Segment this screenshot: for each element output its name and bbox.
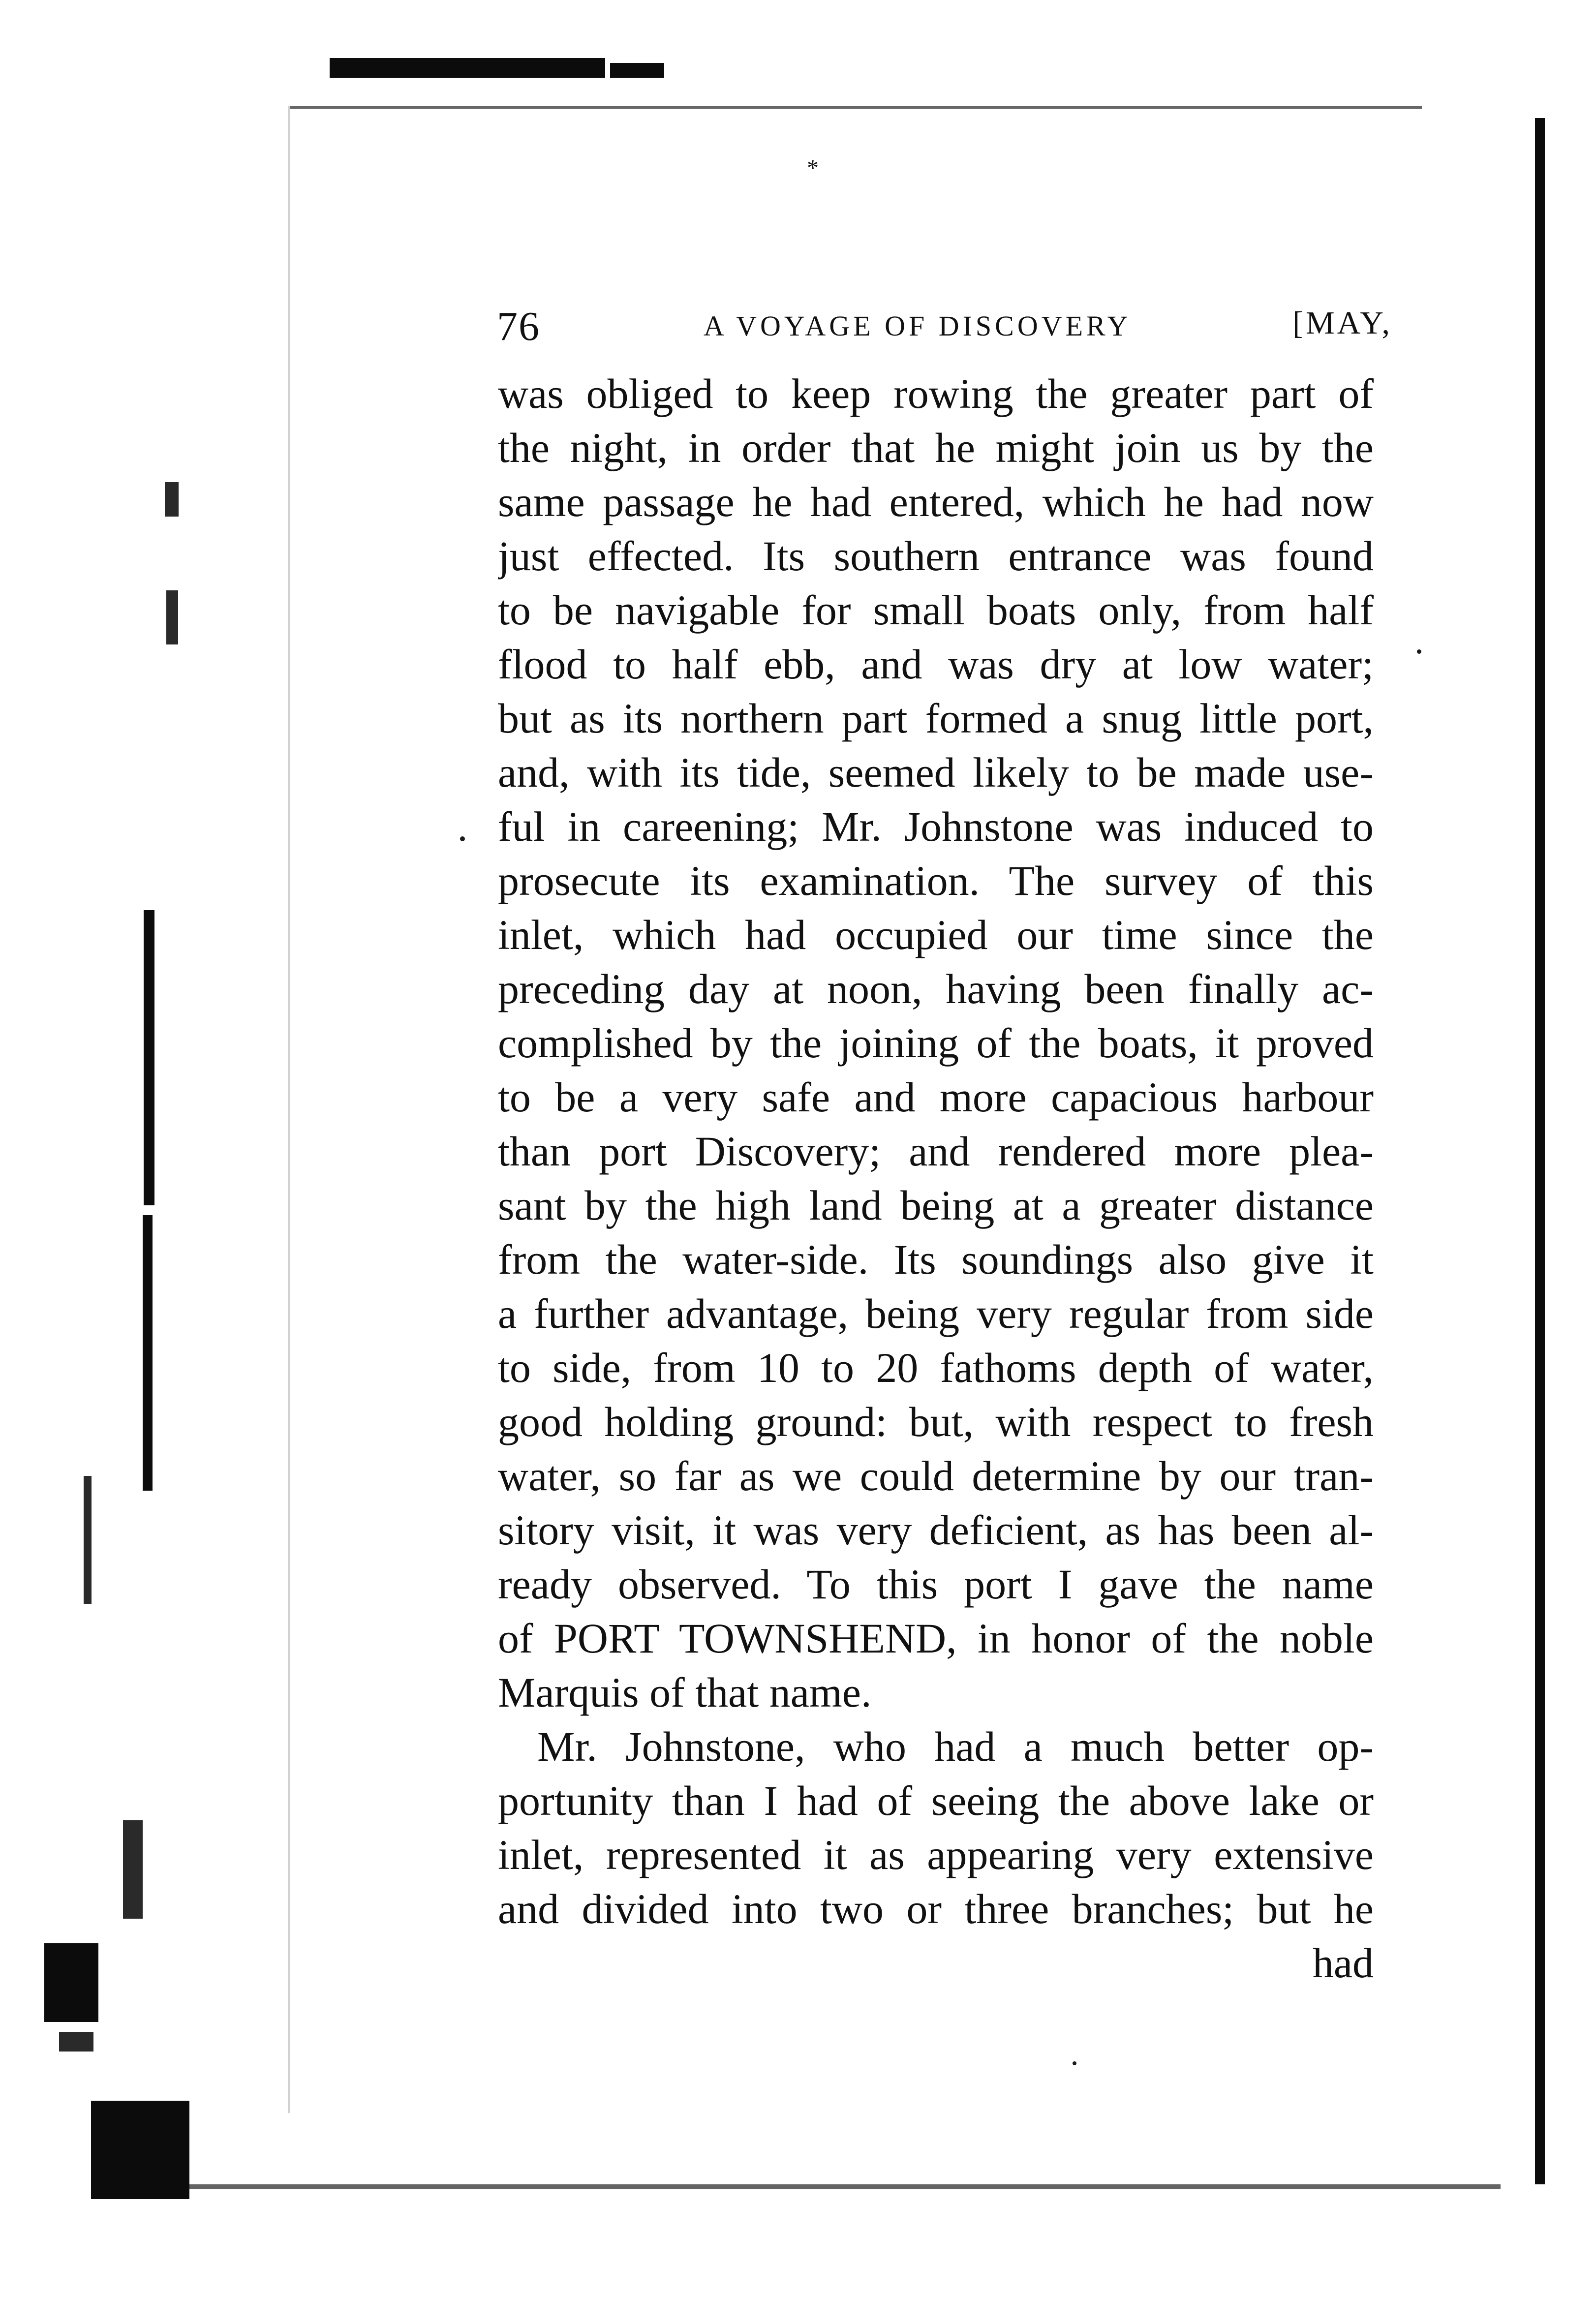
text-line: inlet, which had occupied our time since the bbox=[498, 911, 1374, 958]
text-line: from the water-side. Its soundings also give it bbox=[498, 1236, 1374, 1283]
text-line: portunity than I had of seeing the above lake or bbox=[498, 1777, 1374, 1824]
text-line: water, so far as we could determine by our tran- bbox=[498, 1452, 1374, 1500]
text-line: Mr. Johnstone, who had a much better op- bbox=[537, 1723, 1374, 1770]
text-line: of PORT TOWNSHEND, in honor of the noble bbox=[498, 1615, 1374, 1662]
scan-artifact-bottom-left bbox=[91, 2101, 189, 2199]
right-page-edge bbox=[1535, 118, 1545, 2184]
text-line: than port Discovery; and rendered more plea- bbox=[498, 1128, 1374, 1175]
scan-speck bbox=[1417, 649, 1421, 654]
running-title: A VOYAGE OF DISCOVERY bbox=[704, 310, 1132, 342]
scan-artifact-left-2 bbox=[166, 590, 178, 644]
text-line: a further advantage, being very regular from side bbox=[498, 1290, 1374, 1337]
text-line: flood to half ebb, and was dry at low water; bbox=[498, 641, 1374, 688]
page-left-edge bbox=[288, 106, 290, 2113]
text-line: good holding ground: but, with respect to fresh bbox=[498, 1398, 1374, 1445]
text-line: inlet, represented it as appearing very extensive bbox=[498, 1831, 1374, 1878]
text-line: to be a very safe and more capacious harbour bbox=[498, 1073, 1374, 1121]
text-line: ful in careening; Mr. Johnstone was induced to bbox=[498, 803, 1374, 850]
text-line: Marquis of that name. bbox=[498, 1669, 872, 1716]
scan-artifact-left-1 bbox=[165, 482, 179, 517]
text-line: sant by the high land being at a greater distance bbox=[498, 1182, 1374, 1229]
scan-artifact-left-7 bbox=[59, 2032, 93, 2052]
text-line: and, with its tide, seemed likely to be made use- bbox=[498, 749, 1374, 796]
running-month: [MAY, bbox=[1292, 305, 1392, 341]
scan-artifact-left-8 bbox=[84, 1476, 92, 1604]
scan-artifact-left-4 bbox=[143, 1215, 153, 1491]
text-line: same passage he had entered, which he had now bbox=[498, 478, 1374, 525]
scan-artifact-left-3 bbox=[144, 910, 154, 1205]
text-line: ready observed. To this port I gave the name bbox=[498, 1561, 1374, 1608]
scan-speck bbox=[1073, 2061, 1076, 2065]
text-line: preceding day at noon, having been finally ac- bbox=[498, 965, 1374, 1012]
text-line: the night, in order that he might join us by the bbox=[498, 424, 1374, 471]
page-bottom-edge bbox=[123, 2184, 1501, 2189]
text-line: to be navigable for small boats only, from half bbox=[498, 586, 1374, 634]
running-head bbox=[497, 303, 1392, 357]
text-line: prosecute its examination. The survey of this bbox=[498, 857, 1374, 904]
catchword: had bbox=[1312, 1939, 1374, 1987]
scan-artifact-left-6 bbox=[44, 1943, 98, 2022]
scan-artifact-top-right bbox=[610, 63, 664, 78]
scan-speck bbox=[460, 836, 465, 841]
scan-artifact-left-5 bbox=[123, 1820, 143, 1919]
text-line: was obliged to keep rowing the greater part of bbox=[498, 370, 1374, 417]
text-line: just effected. Its southern entrance was found bbox=[498, 532, 1374, 580]
scan-artifact-top bbox=[330, 58, 605, 78]
body-text bbox=[498, 367, 1374, 1990]
text-line: but as its northern part formed a snug little port, bbox=[498, 695, 1374, 742]
text-line: complished by the joining of the boats, it proved bbox=[498, 1019, 1374, 1067]
text-line: and divided into two or three branches; but he bbox=[498, 1885, 1374, 1932]
page-top-edge bbox=[290, 106, 1422, 109]
text-line: to side, from 10 to 20 fathoms depth of water, bbox=[498, 1344, 1374, 1391]
text-line: sitory visit, it was very deficient, as has been al- bbox=[498, 1506, 1374, 1554]
ornament-mark: * bbox=[807, 155, 819, 181]
page-number: 76 bbox=[497, 304, 540, 349]
